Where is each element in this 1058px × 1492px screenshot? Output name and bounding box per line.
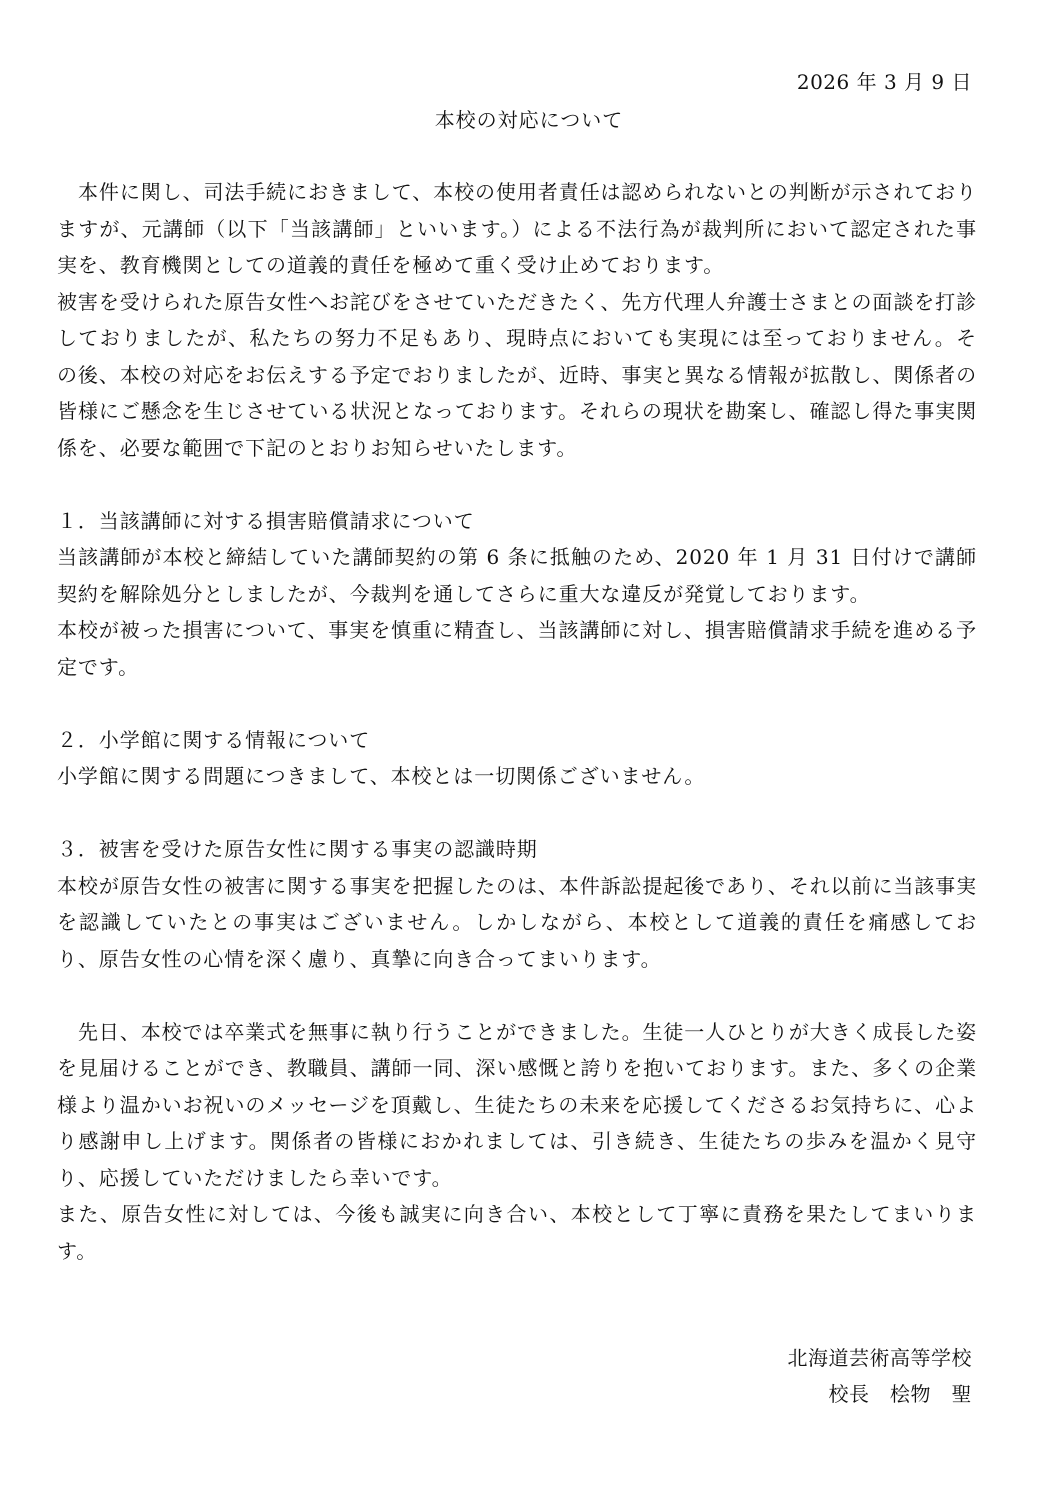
closing-paragraph-1: 先日、本校では卒業式を無事に執り行うことができました。生徒一人ひとりが大きく成長した姿を見届けることができ、教職員、講師一同、深い感慨と誇りを抱いております。また、多くの企業様より温かいお祝いのメッセージを頂戴し、生徒たちの未来を応援してくださるお気持ちに、心より感謝申し上げます。関係者の皆様におかれましては、引き続き、生徒たちの歩みを温かく見守り、応援していただけましたら幸いです。: [57, 1019, 977, 1190]
spacer: [57, 795, 977, 832]
document-title: 本校の対応について: [434, 108, 624, 132]
spacer: [57, 977, 977, 1014]
section-2-heading: ２．小学館に関する情報について: [57, 727, 371, 752]
section-2-paragraph-1: 小学館に関する問題につきまして、本校とは一切関係ございません。: [57, 764, 706, 788]
document-body: [57, 174, 977, 1269]
intro-paragraph-2: 被害を受けられた原告女性へお詫びをさせていただきたく、先方代理人弁護士さまとの面談を打診しておりましたが、私たちの努力不足もあり、現時点においても実現には至っておりません。その後、本校の対応をお伝えする予定でおりましたが、近時、事実と異なる情報が拡散し、関係者の皆様にご懸念を生じさせている状況となっております。それらの現状を勘案し、確認し得た事実関係を、必要な範囲で下記のとおりお知らせいたします。: [57, 289, 977, 460]
section-3-heading: ３．被害を受けた原告女性に関する事実の認識時期: [57, 837, 538, 861]
section-1-heading: １．当該講師に対する損害賠償請求について: [57, 508, 475, 533]
school-name: 北海道芸術高等学校: [787, 1346, 972, 1370]
section-1-paragraph-2: 本校が被った損害について、事実を慎重に精査し、当該講師に対し、損害賠償請求手続を進める予定です。: [57, 618, 977, 679]
spacer: [57, 685, 977, 722]
spacer: [57, 466, 977, 503]
closing-paragraph-2: また、原告女性に対しては、今後も誠実に向き合い、本校として丁寧に責務を果たしてまいります。: [57, 1202, 977, 1263]
intro-paragraph-1: 本件に関し、司法手続におきまして、本校の使用者責任は認められないとの判断が示されておりますが、元講師（以下「当該講師」といいます。）による不法行為が裁判所において認定された事実を、教育機関としての道義的責任を極めて重く受け止めております。: [57, 180, 977, 277]
section-3-paragraph-1: 本校が原告女性の被害に関する事実を把握したのは、本件訴訟提起後であり、それ以前に当該事実を認識していたとの事実はございません。しかしながら、本校として道義的責任を痛感しており、原告女性の心情を深く慮り、真摯に向き合ってまいります。: [57, 873, 977, 971]
principal-name: 校長 桧物 聖: [828, 1382, 972, 1406]
document-date: 2026 年 3 月 9 日: [796, 70, 972, 94]
section-1-paragraph-1: 当該講師が本校と締結していた講師契約の第 6 条に抵触のため、2020 年 1 月 31 日付けで講師契約を解除処分としましたが、今裁判を通してさらに重大な違反が発覚しております。: [57, 545, 977, 606]
signature-block: [788, 1340, 973, 1412]
